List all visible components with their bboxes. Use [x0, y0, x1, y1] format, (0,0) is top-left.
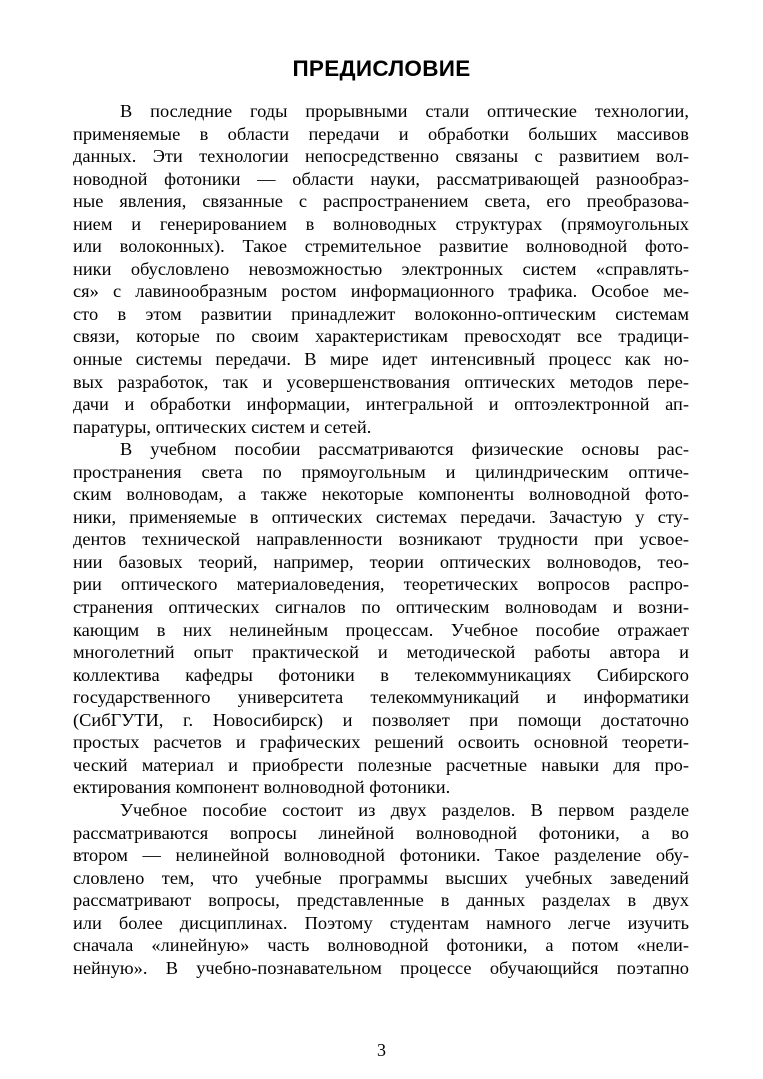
text-line: ческий материал и приобрести полезные расчетные навыки для про- — [73, 754, 689, 775]
text-line: нием и генерированием в волноводных структурах (прямоугольных — [73, 213, 689, 234]
text-line: новодной фотоники — области науки, рассматривающей разнообраз- — [73, 168, 689, 189]
text-line: нейную». В учебно-познавательном процессе обучающийся поэтапно — [73, 957, 689, 978]
text-line: или волоконных). Такое стремительное развитие волноводной фото- — [73, 236, 689, 257]
text-line: дачи и обработки информации, интегральной и оптоэлектронной ап- — [73, 394, 689, 415]
text-line: ся» с лавинообразным ростом информационного трафика. Особое ме- — [73, 281, 689, 302]
page-number: 3 — [377, 1040, 386, 1060]
text-line: ники, применяемые в оптических системах передачи. Зачастую у сту- — [73, 506, 689, 527]
text-line: В учебном пособии рассматриваются физические основы рас- — [120, 439, 689, 460]
page-title: ПРЕДИСЛОВИЕ — [292, 56, 471, 81]
text-line: странения оптических сигналов по оптическим волноводам и возни- — [73, 597, 689, 618]
text-line: вых разработок, так и усовершенствования оптических методов пере- — [73, 371, 689, 392]
text-line: В последние годы прорывными стали оптические технологии, — [120, 101, 689, 121]
body-text — [73, 100, 689, 979]
text-line: (СибГУТИ, г. Новосибирск) и позволяет при помощи достаточно — [73, 709, 689, 730]
text-line: коллектива кафедры фотоники в телекоммуникациях Сибирского — [73, 664, 689, 685]
text-line: простых расчетов и графических решений освоить основной теорети- — [73, 732, 689, 753]
text-line: или более дисциплинах. Поэтому студентам намного легче изучить — [73, 912, 689, 933]
text-line: связи, которые по своим характеристикам превосходят все традици- — [73, 326, 689, 347]
text-line: рассматривают вопросы, представленные в данных разделах в двух — [73, 890, 689, 911]
text-line: словлено тем, что учебные программы высших учебных заведений — [73, 867, 689, 888]
text-line: ные явления, связанные с распространением света, его преобразова- — [73, 191, 689, 212]
text-line: сначала «линейную» часть волноводной фотоники, а потом «нели- — [73, 935, 689, 956]
text-line: сто в этом развитии принадлежит волоконно-оптическим системам — [73, 303, 689, 324]
text-line: пространения света по прямоугольным и цилиндрическим оптиче- — [73, 461, 689, 482]
text-line: дентов технической направленности возникают трудности при усвое- — [73, 529, 689, 550]
text-line: применяемые в области передачи и обработки больших массивов — [73, 123, 689, 144]
text-line: ектирования компонент волноводной фотоники. — [73, 777, 451, 798]
text-line: паратуры, оптических систем и сетей. — [73, 416, 372, 437]
text-line: ники обусловлено невозможностью электронных систем «справлять- — [73, 258, 689, 279]
text-line: втором — нелинейной волноводной фотоники. Такое разделение обу- — [73, 845, 689, 866]
text-line: кающим в них нелинейным процессам. Учебное пособие отражает — [73, 619, 689, 640]
text-line: онные системы передачи. В мире идет интенсивный процесс как но- — [73, 349, 689, 370]
text-line: государственного университета телекоммуникаций и информатики — [73, 687, 689, 708]
text-line: ским волноводам, а также некоторые компоненты волноводной фото- — [73, 484, 689, 505]
text-line: рассматриваются вопросы линейной волноводной фотоники, а во — [73, 822, 689, 843]
text-line: нии базовых теорий, например, теории оптических волноводов, тео- — [73, 551, 689, 572]
text-line: многолетний опыт практической и методической работы автора и — [73, 642, 689, 663]
text-line: рии оптического материаловедения, теоретических вопросов распро- — [73, 574, 689, 595]
text-line: Учебное пособие состоит из двух разделов. В первом разделе — [120, 799, 689, 820]
text-line: данных. Эти технологии непосредственно связаны с развитием вол- — [73, 146, 689, 167]
